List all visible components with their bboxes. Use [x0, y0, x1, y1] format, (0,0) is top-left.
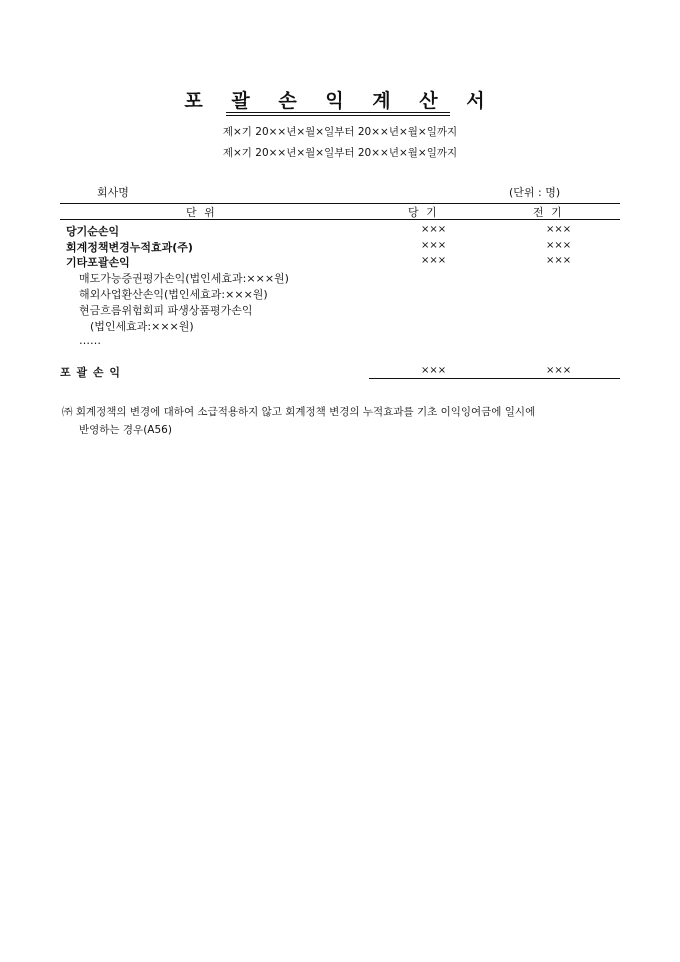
total-current-value: ××× — [421, 365, 447, 376]
row-current-value: ××× — [421, 224, 447, 235]
row-label: (법인세효과:×××원) — [90, 320, 194, 333]
header-item: 단 위 — [186, 206, 217, 219]
row-prior-value: ××× — [546, 224, 572, 235]
document-title: 포 괄 손 익 계 산 서 — [184, 90, 496, 112]
period-current: 제×기 20××년×월×일부터 20××년×월×일까지 — [222, 126, 458, 138]
row-current-value: ××× — [421, 255, 447, 266]
row-label: 해외사업환산손익(법인세효과:×××원) — [79, 288, 268, 301]
total-label: 포 괄 손 익 — [60, 366, 121, 379]
row-label: 당기순손익 — [66, 225, 120, 238]
header-prior: 전 기 — [533, 206, 564, 219]
row-label: 현금흐름위험회피 파생상품평가손익 — [79, 304, 253, 317]
row-label: 회계정책변경누적효과(주) — [66, 241, 193, 254]
period-prior: 제×기 20××년×월×일부터 20××년×월×일까지 — [222, 147, 458, 159]
footnote-line1: ㈜ 회계정책의 변경에 대하여 소급적용하지 않고 회계정책 변경의 누적효과를 기초 이익잉여금에 일시에 — [62, 406, 536, 418]
row-label: 기타포괄손익 — [66, 256, 130, 269]
row-label: 매도가능증권평가손익(법인세효과:×××원) — [79, 272, 289, 285]
total-prior-value: ××× — [546, 365, 572, 376]
unit-label: (단위 : 명) — [509, 186, 561, 199]
title-underline — [226, 112, 450, 113]
title-underline-double — [226, 115, 450, 116]
table-header-rule — [60, 219, 620, 220]
company-label: 회사명 — [97, 186, 129, 199]
row-label: …… — [79, 334, 101, 347]
row-prior-value: ××× — [546, 240, 572, 251]
row-prior-value: ××× — [546, 255, 572, 266]
row-current-value: ××× — [421, 240, 447, 251]
total-rule — [369, 378, 620, 379]
header-current: 당 기 — [408, 206, 439, 219]
footnote-line2: 반영하는 경우(A56) — [79, 424, 172, 436]
